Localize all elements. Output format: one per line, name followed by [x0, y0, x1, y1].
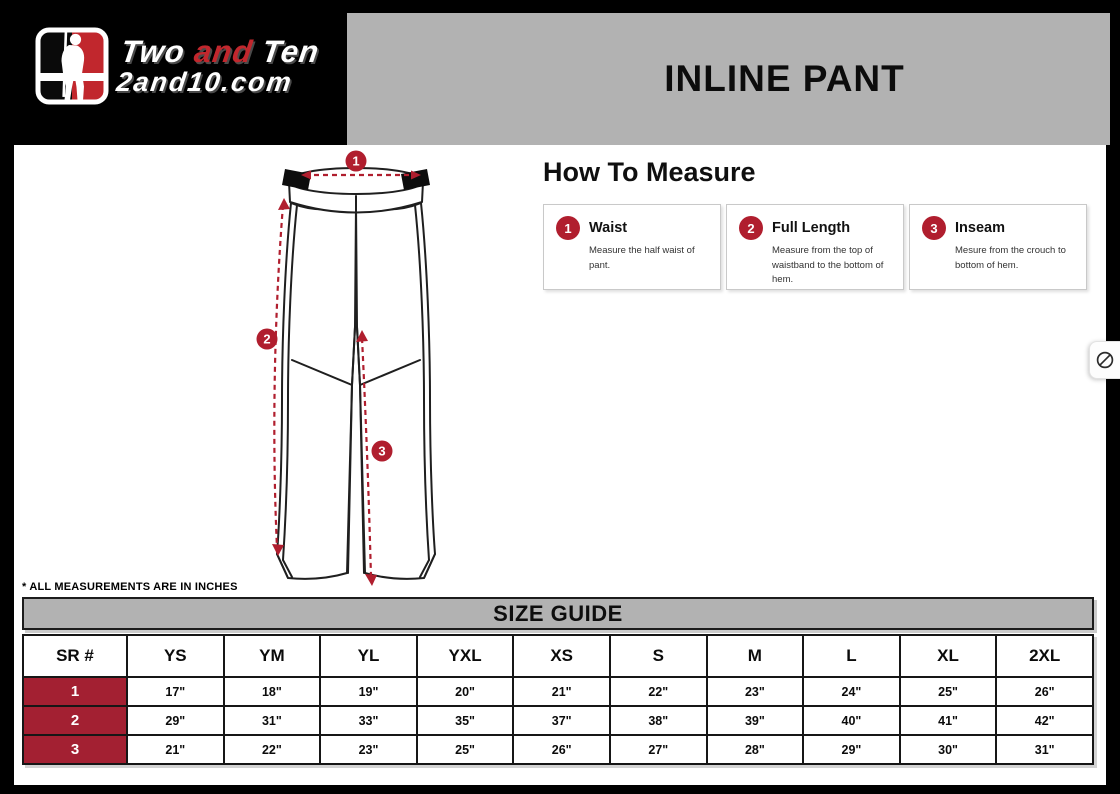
sr-cell: 3 [23, 735, 127, 764]
table-cell: 33" [320, 706, 417, 735]
step-2-badge: 2 [739, 216, 763, 240]
step-1-title: Waist [589, 220, 628, 236]
table-cell: 19" [320, 677, 417, 706]
brand-word-and: and [192, 34, 256, 69]
table-cell: 17" [127, 677, 224, 706]
table-cell: 23" [320, 735, 417, 764]
step-1-badge: 1 [556, 216, 580, 240]
brand-word-two: Two [118, 34, 188, 69]
measure-card-full-length [726, 204, 904, 290]
col-header-yl: YL [320, 635, 417, 677]
table-cell: 37" [513, 706, 610, 735]
brand-logo-icon [34, 26, 110, 106]
step-2-description: Measure from the top of waistband to the bottom of hem. [772, 245, 884, 286]
table-header-row [23, 635, 1093, 677]
table-cell: 18" [224, 677, 321, 706]
measurements-note: * ALL MEASUREMENTS ARE IN INCHES [22, 581, 238, 593]
step-3-badge: 3 [922, 216, 946, 240]
brand-word-ten: Ten [259, 34, 322, 69]
table-cell: 24" [803, 677, 900, 706]
col-header-l: L [803, 635, 900, 677]
table-cell: 41" [900, 706, 997, 735]
col-header-sr: SR # [23, 635, 127, 677]
pant-diagram [240, 148, 470, 590]
col-header-yxl: YXL [417, 635, 514, 677]
step-3-description: Mesure from the crouch to bottom of hem. [955, 245, 1066, 271]
table-cell: 30" [900, 735, 997, 764]
table-cell: 38" [610, 706, 707, 735]
table-cell: 39" [707, 706, 804, 735]
size-guide-table [22, 634, 1094, 765]
brand-logo [34, 26, 322, 106]
table-cell: 31" [996, 735, 1093, 764]
table-cell: 22" [610, 677, 707, 706]
table-row-1 [23, 677, 1093, 706]
measure-cards [543, 204, 1087, 290]
col-header-m: M [707, 635, 804, 677]
table-cell: 40" [803, 706, 900, 735]
step-3-title: Inseam [955, 220, 1005, 236]
product-title-bar [347, 13, 1110, 145]
table-cell: 35" [417, 706, 514, 735]
col-header-2xl: 2XL [996, 635, 1093, 677]
measure-card-inseam [909, 204, 1087, 290]
step-2-title: Full Length [772, 220, 851, 236]
table-cell: 29" [127, 706, 224, 735]
marker-1-label: 1 [352, 153, 360, 169]
block-overlay-button[interactable] [1089, 341, 1120, 379]
table-cell: 26" [996, 677, 1093, 706]
measure-card-waist [543, 204, 721, 290]
table-cell: 42" [996, 706, 1093, 735]
pant-outline [277, 168, 435, 579]
brand-name [118, 34, 321, 70]
block-icon [1095, 350, 1115, 370]
sr-cell: 1 [23, 677, 127, 706]
table-cell: 25" [417, 735, 514, 764]
table-cell: 28" [707, 735, 804, 764]
col-header-s: S [610, 635, 707, 677]
table-cell: 21" [127, 735, 224, 764]
marker-2-label: 2 [263, 331, 271, 347]
table-cell: 20" [417, 677, 514, 706]
table-cell: 26" [513, 735, 610, 764]
size-guide-title-bar: SIZE GUIDE [22, 597, 1094, 630]
table-cell: 27" [610, 735, 707, 764]
col-header-ym: YM [224, 635, 321, 677]
table-cell: 31" [224, 706, 321, 735]
table-cell: 29" [803, 735, 900, 764]
brand-domain: 2and10.com [114, 67, 295, 97]
table-row-2 [23, 706, 1093, 735]
step-1-description: Measure the half waist of pant. [589, 245, 695, 271]
col-header-xs: XS [513, 635, 610, 677]
table-cell: 23" [707, 677, 804, 706]
top-header [0, 0, 1120, 145]
content-panel [14, 145, 1106, 785]
col-header-ys: YS [127, 635, 224, 677]
table-cell: 25" [900, 677, 997, 706]
col-header-xl: XL [900, 635, 997, 677]
sr-cell: 2 [23, 706, 127, 735]
product-title: INLINE PANT [664, 58, 905, 99]
table-row-3 [23, 735, 1093, 764]
table-cell: 22" [224, 735, 321, 764]
table-cell: 21" [513, 677, 610, 706]
brand-logo-text [115, 34, 322, 98]
marker-3-label: 3 [378, 443, 386, 459]
how-to-measure-heading: How To Measure [543, 157, 756, 187]
